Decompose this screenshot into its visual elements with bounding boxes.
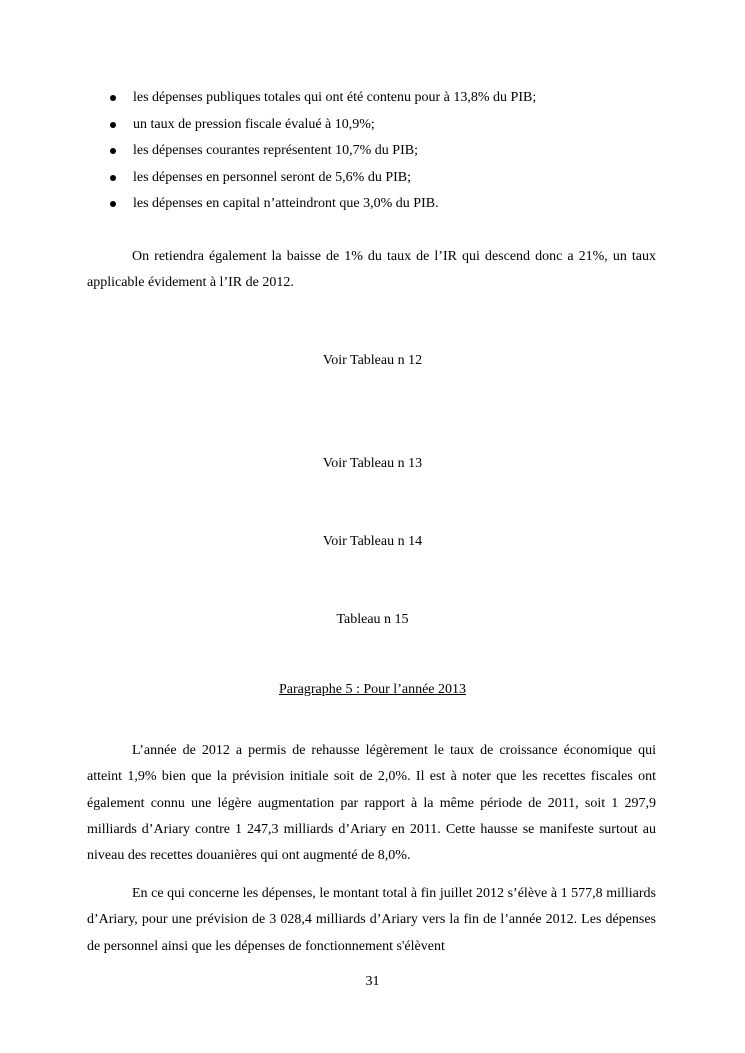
bullet-icon (110, 175, 116, 181)
list-item-text: les dépenses courantes représentent 10,7% du PIB; (133, 143, 418, 158)
list-item (100, 88, 536, 115)
section-heading (0, 680, 745, 700)
list-item-text: les dépenses publiques totales qui ont été contenu pour à 13,8% du PIB; (133, 90, 537, 105)
table-15-reference: Tableau n 15 (336, 612, 409, 627)
table-12-reference: Voir Tableau n 12 (322, 353, 423, 368)
page-number: 31 (365, 974, 380, 989)
bullet-icon (110, 95, 116, 101)
list-item-text: les dépenses en personnel seront de 5,6% du PIB; (133, 169, 411, 185)
bullet-icon (110, 148, 116, 154)
indicator-bullet-list (100, 88, 536, 221)
bullet-icon (110, 201, 116, 207)
list-item-text: les dépenses en capital n’atteindront que 3,0% du PIB. (133, 196, 439, 211)
list-item (100, 194, 536, 221)
ir-rate-paragraph: On retiendra également la baisse de 1% du taux de l’IR qui descend donc a 21%, un taux applicable évidement à l’IR de 2012. (87, 249, 656, 291)
table-14-reference: Voir Tableau n 14 (322, 534, 423, 549)
list-item (100, 115, 536, 142)
list-item (100, 141, 536, 168)
bullet-icon (110, 122, 116, 128)
list-item-text: un taux de pression fiscale évalué à 10,9%; (133, 116, 375, 132)
expenditure-paragraph: En ce qui concerne les dépenses, le montant total à fin juillet 2012 s’élève à 1 577,8 milliards d’Ariary, pour une prévision de 3 028,4 milliards d’Ariary vers la fin de l’année 2012. Les dépenses de personnel ainsi que les dépenses de fonctionnement s'élèvent (87, 886, 656, 954)
list-item (100, 168, 536, 195)
section-heading-text: Paragraphe 5 : Pour l’année 2013 (279, 682, 466, 697)
year-2012-paragraph: L’année de 2012 a permis de rehausse légèrement le taux de croissance économique qui atteint 1,9% bien que la prévision initiale soit de 2,0%. Il est à noter que les recettes fiscales ont également connu une légère augmentation par rapport à la même période de 2011, soit 1 297,9 milliards d’Ariary contre 1 247,3 milliards d’Ariary en 2011. Cette hausse se manifeste surtout au niveau des recettes douanières qui ont augmenté de 8,0%. (87, 743, 656, 864)
table-13-reference: Voir Tableau n 13 (322, 456, 423, 471)
